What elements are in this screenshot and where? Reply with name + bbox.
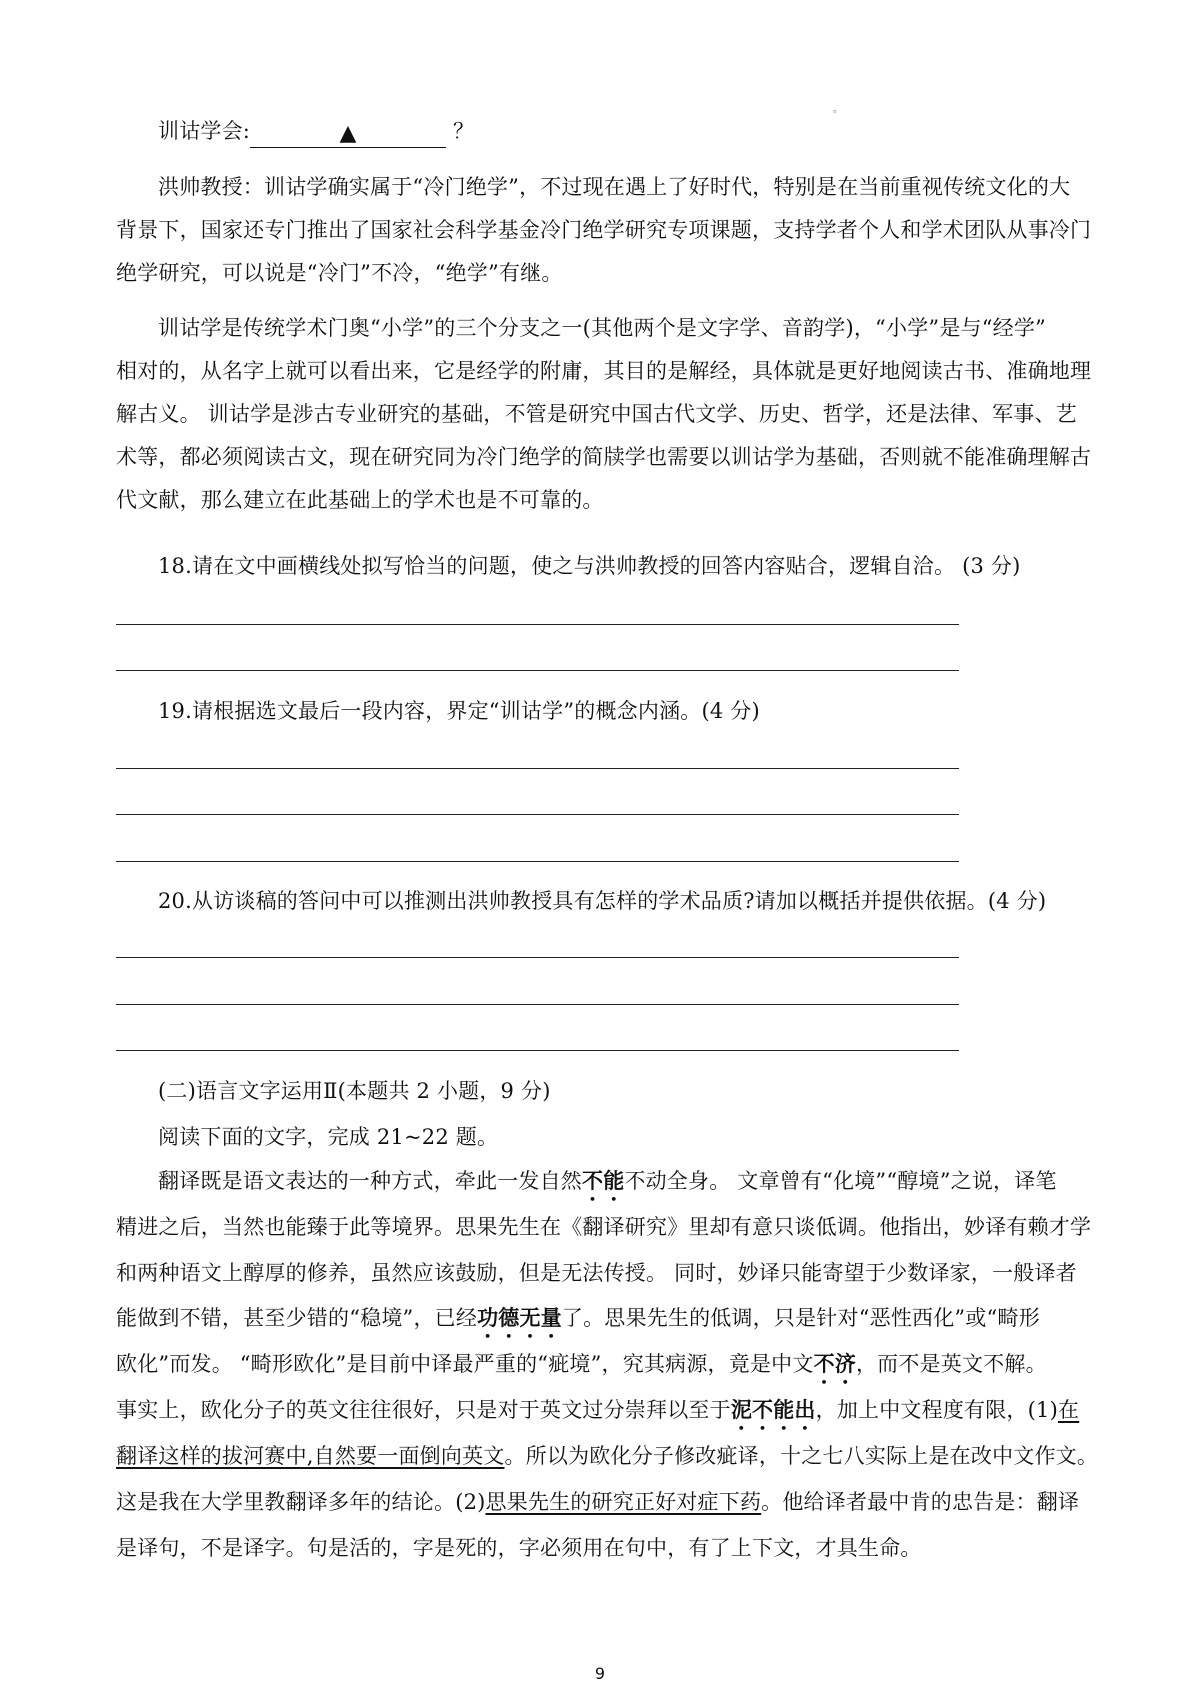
passage-text: 。他给译者最中肯的忠告是：翻译 <box>761 1490 1080 1514</box>
underlined-sentence-2: 思果先生的研究正好对症下药 <box>485 1490 762 1514</box>
passage-text: 事实上，欧化分子的英文往往很好，只是对于英文过分崇拜以至于 <box>116 1398 731 1422</box>
answer-p2-line-3: 解古义。 训诂学是涉古专业研究的基础，不管是研究中国古代文学、历史、哲学，还是法律、军事、艺 <box>116 402 1077 426</box>
answer-p2-line-2: 相对的，从名字上就可以看出来，它是经学的附庸，其目的是解经，具体就是更好地阅读古书、准确地理 <box>116 359 1092 383</box>
answer-p2-line-4: 术等，都必须阅读古文，现在研究同为冷门绝学的简牍学也需要以训诂学为基础，否则就不能准确理解古 <box>116 445 1092 469</box>
passage-text: ，而不是英文不解。 <box>855 1352 1047 1376</box>
underlined-sentence-1: 翻译这样的拔河赛中,自然要一面倒向英文 <box>116 1444 505 1468</box>
prompt-end: ？ <box>452 119 475 143</box>
passage-text: 翻译既是语文表达的一种方式，牵此一发自然 <box>158 1169 582 1193</box>
passage-text: 欧化”而发。 “畸形欧化”是目前中译最严重的“疵境”，究其病源，竟是中文 <box>116 1352 814 1376</box>
section-title: (二)语言文字运用Ⅱ(本题共 2 小题，9 分) <box>158 1079 551 1103</box>
page-number: 9 <box>594 1664 606 1683</box>
passage-text: 。所以为欧化分子修改疵译，十之七八实际上是在改中文作文。 <box>504 1444 1099 1468</box>
passage-line-5 <box>116 1349 1076 1389</box>
answer-line-19-3[interactable] <box>116 861 959 862</box>
answer-line-19-2[interactable] <box>116 814 959 815</box>
header-mark: 。 <box>833 104 843 115</box>
passage-line-6 <box>116 1395 1080 1435</box>
answer-p2-line-1: 训诂学是传统学术门奥“小学”的三个分支之一(其他两个是文字学、音韵学)，“小学”是与“经学” <box>158 316 1046 340</box>
passage-text: ，加上中文程度有限，(1) <box>815 1398 1058 1422</box>
answer-p1-line-2: 背景下，国家还专门推出了国家社会科学基金冷门绝学研究专项课题，支持学者个人和学术团队从事冷门 <box>116 218 1092 242</box>
answer-line-19-1[interactable] <box>116 768 959 769</box>
passage-line-2: 精进之后，当然也能臻于此等境界。思果先生在《翻译研究》里却有意只谈低调。他指出，妙译有赖才学 <box>116 1215 1092 1239</box>
answer-line-18-1[interactable] <box>116 624 959 625</box>
question-20: 20.从访谈稿的答问中可以推测出洪帅教授具有怎样的学术品质?请加以概括并提供依据。(4 分) <box>158 889 1047 913</box>
prompt-blank[interactable] <box>250 123 446 148</box>
passage-line-1 <box>158 1166 1078 1206</box>
underlined-sentence-1: 在 <box>1057 1398 1080 1422</box>
passage-text: 这是我在大学里教翻译多年的结论。(2) <box>116 1490 486 1514</box>
question-19: 19.请根据选文最后一段内容，界定“训诂学”的概念内涵。(4 分) <box>158 699 760 723</box>
triangle-icon: ▲ <box>339 121 357 146</box>
passage-line-9: 是译句，不是译字。句是活的，字是死的，字必须用在句中，有了上下文，才具生命。 <box>116 1536 922 1560</box>
passage-text: 不动全身。 文章曾有“化境”“醇境”之说，译笔 <box>624 1169 1057 1193</box>
answer-line-20-2[interactable] <box>116 1004 959 1005</box>
question-prompt-line <box>158 116 1078 148</box>
dotted-term: 泥不能出 <box>730 1398 816 1422</box>
answer-p1-line-1: 洪帅教授：训诂学确实属于“冷门绝学”，不过现在遇上了好时代，特别是在当前重视传统文化的大 <box>158 175 1071 199</box>
question-18: 18.请在文中画横线处拟写恰当的问题，使之与洪帅教授的回答内容贴合，逻辑自洽。 (3 分) <box>158 554 1021 578</box>
passage-line-3: 和两种语文上醇厚的修养，虽然应该鼓励，但是无法传授。 同时，妙译只能寄望于少数译家，一般译者 <box>116 1261 1077 1285</box>
instruction: 阅读下面的文字，完成 21~22 题。 <box>158 1125 499 1149</box>
answer-p2-line-5: 代文献，那么建立在此基础上的学术也是不可靠的。 <box>116 488 604 512</box>
passage-line-4 <box>116 1303 1076 1343</box>
answer-line-20-1[interactable] <box>116 957 959 958</box>
passage-line-7 <box>116 1441 1099 1471</box>
answer-p1-line-3: 绝学研究，可以说是“冷门”不冷，“绝学”有继。 <box>116 261 563 285</box>
passage-line-8 <box>116 1487 1080 1517</box>
dotted-term: 不济 <box>813 1352 856 1376</box>
passage-text: 了。思果先生的低调，只是针对“恶性西化”或“畸形 <box>561 1306 1040 1330</box>
answer-line-20-3[interactable] <box>116 1050 959 1051</box>
passage-text: 能做到不错，甚至少错的“稳境”，已经 <box>116 1306 478 1330</box>
answer-line-18-2[interactable] <box>116 670 959 671</box>
dotted-term: 不能 <box>582 1169 625 1193</box>
prompt-label: 训诂学会: <box>158 119 251 143</box>
dotted-term: 功德无量 <box>477 1306 562 1330</box>
